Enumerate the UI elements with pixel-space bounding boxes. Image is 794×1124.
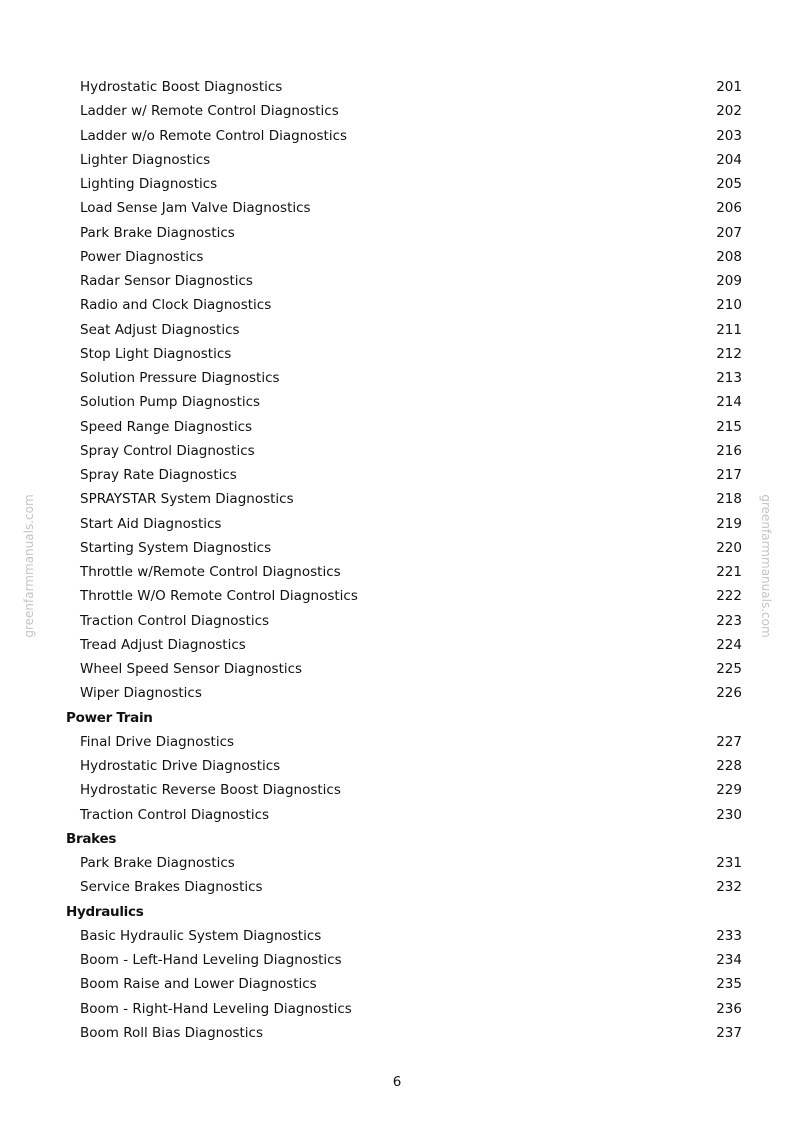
toc-entry-page-number: 236 bbox=[716, 1000, 742, 1017]
toc-entry-page-number: 207 bbox=[716, 224, 742, 241]
toc-entry-page-number: 228 bbox=[716, 758, 742, 774]
toc-entry-page-number: 237 bbox=[716, 1024, 742, 1041]
toc-entry-title: Park Brake Diagnostics bbox=[80, 855, 235, 871]
toc-entry-page-number: 203 bbox=[716, 127, 742, 144]
toc-entry-page-number: 229 bbox=[716, 782, 742, 799]
toc-entry[interactable] bbox=[66, 1021, 742, 1045]
toc-entry-page-number: 233 bbox=[716, 927, 742, 944]
toc-entry[interactable] bbox=[66, 754, 742, 778]
toc-entry-page-number: 210 bbox=[716, 297, 742, 314]
toc-entry-page-number: 219 bbox=[716, 515, 742, 532]
toc-entry-title: Ladder w/o Remote Control Diagnostics bbox=[80, 127, 348, 144]
toc-entry[interactable] bbox=[66, 948, 742, 972]
toc-entry[interactable] bbox=[66, 924, 742, 948]
toc-entry-title: Radio and Clock Diagnostics bbox=[80, 297, 272, 314]
toc-entry-page-number: 235 bbox=[716, 976, 742, 993]
toc-entry-page-number: 223 bbox=[716, 612, 742, 629]
toc-entry-title: Spray Control Diagnostics bbox=[80, 442, 255, 459]
toc-entry-page-number: 222 bbox=[716, 588, 742, 605]
toc-entry-page-number: 232 bbox=[716, 879, 742, 896]
toc-entry[interactable] bbox=[66, 75, 742, 99]
toc-entry[interactable] bbox=[66, 463, 742, 487]
toc-entry-title: Throttle W/O Remote Control Diagnostics bbox=[80, 588, 358, 605]
toc-entry-title: Tread Adjust Diagnostics bbox=[80, 636, 246, 653]
toc-section-heading bbox=[66, 706, 742, 730]
toc-entry[interactable] bbox=[66, 245, 742, 269]
toc-entry-page-number: 234 bbox=[716, 952, 742, 968]
toc-entry-title: Hydrostatic Boost Diagnostics bbox=[80, 79, 283, 95]
toc-entry-title: Lighter Diagnostics bbox=[80, 151, 211, 168]
toc-entry-title: Wiper Diagnostics bbox=[80, 685, 202, 702]
toc-section-title: Power Train bbox=[66, 709, 153, 726]
toc-entry[interactable] bbox=[66, 536, 742, 560]
toc-entry-page-number: 204 bbox=[716, 151, 742, 168]
table-of-contents bbox=[66, 75, 742, 1045]
page-number: 6 bbox=[392, 1074, 402, 1090]
toc-entry[interactable] bbox=[66, 657, 742, 681]
toc-entry-page-number: 226 bbox=[716, 685, 742, 702]
toc-entry[interactable] bbox=[66, 148, 742, 172]
toc-section-title: Hydraulics bbox=[66, 903, 144, 920]
toc-section-heading bbox=[66, 827, 742, 851]
toc-entry-title: Traction Control Diagnostics bbox=[80, 806, 270, 823]
toc-entry-title: Speed Range Diagnostics bbox=[80, 418, 253, 435]
toc-entry[interactable] bbox=[66, 512, 742, 536]
toc-section-heading bbox=[66, 900, 742, 924]
toc-entry-title: Boom - Left-Hand Leveling Diagnostics bbox=[80, 952, 342, 968]
toc-entry-title: Boom Raise and Lower Diagnostics bbox=[80, 976, 317, 993]
toc-entry-title: Boom - Right-Hand Leveling Diagnostics bbox=[80, 1000, 352, 1017]
toc-entry-title: Service Brakes Diagnostics bbox=[80, 879, 263, 896]
toc-entry-page-number: 216 bbox=[716, 442, 742, 459]
toc-entry-page-number: 213 bbox=[716, 370, 742, 386]
toc-entry[interactable] bbox=[66, 997, 742, 1021]
toc-entry-title: Basic Hydraulic System Diagnostics bbox=[80, 927, 322, 944]
toc-entry-page-number: 215 bbox=[716, 418, 742, 435]
toc-entry[interactable] bbox=[66, 778, 742, 802]
toc-entry-page-number: 205 bbox=[716, 176, 742, 192]
toc-entry[interactable] bbox=[66, 124, 742, 148]
toc-entry-page-number: 221 bbox=[716, 564, 742, 580]
toc-entry[interactable] bbox=[66, 415, 742, 439]
watermark-right: greenfarmmanuals.com bbox=[759, 494, 773, 638]
toc-entry[interactable] bbox=[66, 609, 742, 633]
toc-entry-title: Wheel Speed Sensor Diagnostics bbox=[80, 661, 303, 677]
toc-entry-title: Hydrostatic Drive Diagnostics bbox=[80, 758, 281, 774]
toc-entry-page-number: 231 bbox=[716, 855, 742, 871]
toc-entry[interactable] bbox=[66, 972, 742, 996]
toc-entry-title: Final Drive Diagnostics bbox=[80, 733, 235, 750]
toc-entry-title: Start Aid Diagnostics bbox=[80, 515, 222, 532]
toc-entry-title: Throttle w/Remote Control Diagnostics bbox=[80, 564, 341, 580]
toc-entry-title: Traction Control Diagnostics bbox=[80, 612, 270, 629]
toc-entry-title: Solution Pump Diagnostics bbox=[80, 394, 261, 411]
toc-entry-page-number: 217 bbox=[716, 467, 742, 483]
toc-entry-title: Park Brake Diagnostics bbox=[80, 224, 235, 241]
toc-entry[interactable] bbox=[66, 803, 742, 827]
toc-entry-page-number: 206 bbox=[716, 200, 742, 217]
toc-entry-page-number: 211 bbox=[716, 321, 742, 338]
toc-entry-page-number: 209 bbox=[716, 273, 742, 289]
toc-entry[interactable] bbox=[66, 730, 742, 754]
toc-entry[interactable] bbox=[66, 681, 742, 705]
toc-entry-title: Stop Light Diagnostics bbox=[80, 345, 232, 362]
toc-entry-title: Ladder w/ Remote Control Diagnostics bbox=[80, 103, 339, 120]
toc-entry[interactable] bbox=[66, 875, 742, 899]
toc-entry-title: Spray Rate Diagnostics bbox=[80, 467, 237, 483]
toc-entry[interactable] bbox=[66, 584, 742, 608]
toc-entry-page-number: 227 bbox=[716, 733, 742, 750]
toc-entry-page-number: 214 bbox=[716, 394, 742, 411]
toc-entry-page-number: 201 bbox=[716, 79, 742, 95]
toc-entry[interactable] bbox=[66, 172, 742, 196]
toc-entry[interactable] bbox=[66, 269, 742, 293]
toc-entry[interactable] bbox=[66, 560, 742, 584]
toc-entry-page-number: 224 bbox=[716, 636, 742, 653]
watermark-left: greenfarmmanuals.com bbox=[22, 494, 36, 638]
toc-entry-title: Solution Pressure Diagnostics bbox=[80, 370, 280, 386]
toc-entry[interactable] bbox=[66, 633, 742, 657]
toc-entry-title: Radar Sensor Diagnostics bbox=[80, 273, 253, 289]
toc-section-title: Brakes bbox=[66, 830, 117, 847]
toc-entry-page-number: 225 bbox=[716, 661, 742, 677]
toc-entry[interactable] bbox=[66, 293, 742, 317]
toc-entry[interactable] bbox=[66, 487, 742, 511]
toc-entry[interactable] bbox=[66, 439, 742, 463]
toc-entry-title: Load Sense Jam Valve Diagnostics bbox=[80, 200, 311, 217]
toc-entry[interactable] bbox=[66, 99, 742, 123]
toc-entry[interactable] bbox=[66, 318, 742, 342]
toc-entry-page-number: 208 bbox=[716, 248, 742, 265]
toc-entry-page-number: 218 bbox=[716, 491, 742, 508]
toc-entry-page-number: 212 bbox=[716, 345, 742, 362]
toc-entry[interactable] bbox=[66, 366, 742, 390]
toc-entry-title: Hydrostatic Reverse Boost Diagnostics bbox=[80, 782, 341, 799]
toc-entry-page-number: 230 bbox=[716, 806, 742, 823]
toc-entry-title: Seat Adjust Diagnostics bbox=[80, 321, 240, 338]
toc-entry[interactable] bbox=[66, 221, 742, 245]
toc-entry[interactable] bbox=[66, 390, 742, 414]
toc-entry-title: Boom Roll Bias Diagnostics bbox=[80, 1024, 263, 1041]
toc-entry-page-number: 220 bbox=[716, 539, 742, 556]
toc-entry-title: SPRAYSTAR System Diagnostics bbox=[80, 491, 294, 508]
toc-entry-title: Power Diagnostics bbox=[80, 248, 204, 265]
toc-entry[interactable] bbox=[66, 196, 742, 220]
toc-entry-title: Starting System Diagnostics bbox=[80, 539, 272, 556]
toc-entry[interactable] bbox=[66, 342, 742, 366]
toc-entry-page-number: 202 bbox=[716, 103, 742, 120]
toc-entry-title: Lighting Diagnostics bbox=[80, 176, 218, 192]
toc-entry[interactable] bbox=[66, 851, 742, 875]
